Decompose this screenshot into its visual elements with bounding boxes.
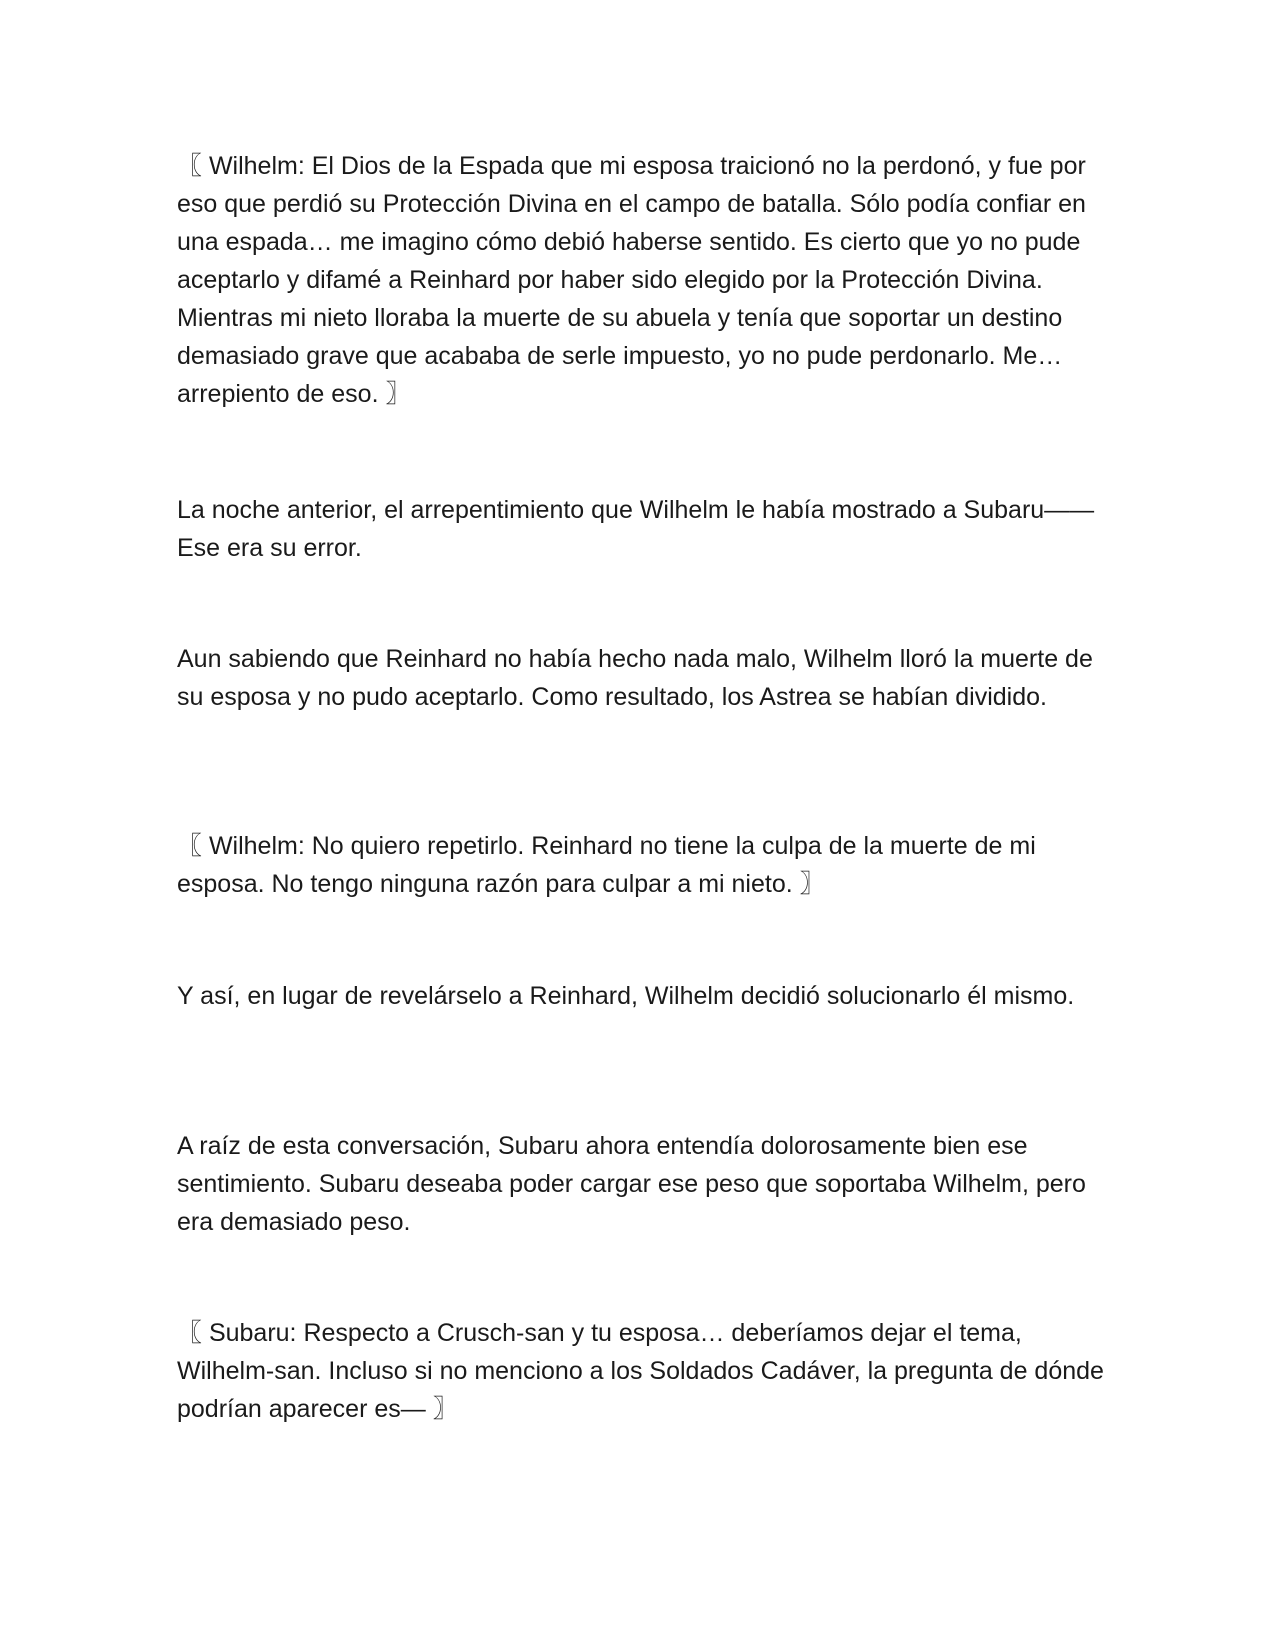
narration-paragraph-1: La noche anterior, el arrepentimiento que Wilhelm le había mostrado a Subaru——Ese era su error. [177, 496, 1095, 562]
dialogue-paragraph-subaru: 〖 Subaru: Respecto a Crusch-san y tu esposa… deberíamos dejar el tema, Wilhelm-san. Incluso si no menciono a los Soldados Cadáver, la pregunta de dónde podrían aparecer es— 〗 [177, 1319, 1104, 1423]
narration-paragraph-4: A raíz de esta conversación, Subaru ahora entendía dolorosamente bien ese sentimiento. Subaru deseaba poder cargar ese peso que soportaba Wilhelm, pero era demasiado peso. [177, 1132, 1086, 1236]
dialogue-paragraph-wilhelm-2: 〖 Wilhelm: No quiero repetirlo. Reinhard no tiene la culpa de la muerte de mi esposa. No tengo ninguna razón para culpar a mi nieto. 〗 [177, 832, 1036, 898]
narration-paragraph-2: Aun sabiendo que Reinhard no había hecho nada malo, Wilhelm lloró la muerte de su esposa y no pudo aceptarlo. Como resultado, los Astrea se habían dividido. [177, 645, 1093, 711]
narration-paragraph-3: Y así, en lugar de revelárselo a Reinhard, Wilhelm decidió solucionarlo él mismo. [177, 982, 1075, 1010]
dialogue-paragraph-wilhelm-1: 〖 Wilhelm: El Dios de la Espada que mi esposa traicionó no la perdonó, y fue por eso que perdió su Protección Divina en el campo de batalla. Sólo podía confiar en una espada… me imagino cómo debió haberse sentido. Es cierto que yo no pude aceptarlo y difamé a Reinhard por haber sido elegido por la Protección Divina. Mientras mi nieto lloraba la muerte de su abuela y tenía que soportar un destino demasiado grave que acababa de serle impuesto, yo no pude perdonarlo. Me… arrepiento de eso. 〗 [177, 152, 1086, 408]
